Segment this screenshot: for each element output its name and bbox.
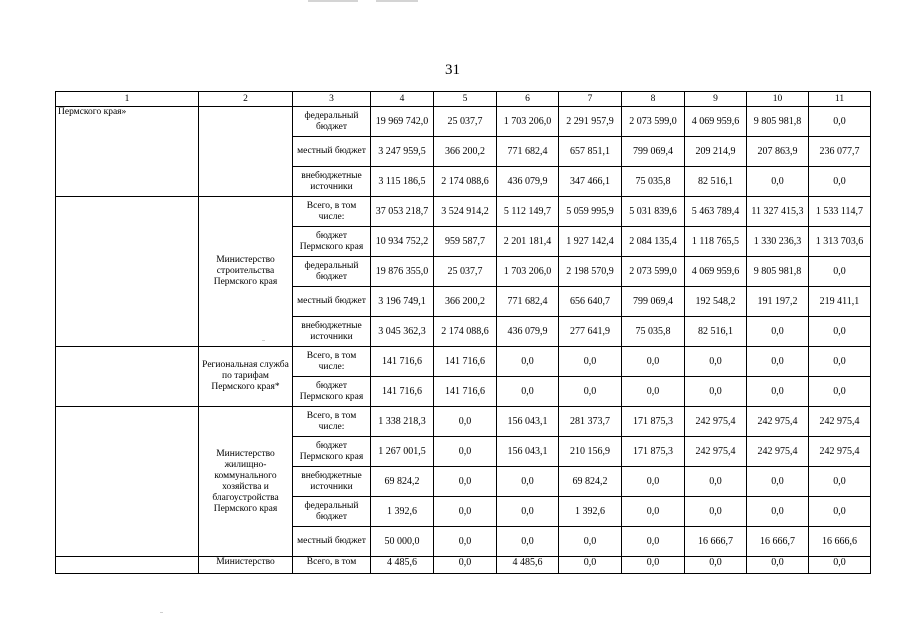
amount-cell: 366 200,2	[434, 137, 497, 167]
funding-source-cell: внебюджетные источники	[293, 167, 371, 197]
funding-source-cell: бюджет Пермского края	[293, 377, 371, 407]
amount-cell: 0,0	[434, 557, 497, 574]
amount-cell: 366 200,2	[434, 287, 497, 317]
amount-cell: 771 682,4	[497, 137, 559, 167]
program-name-cell	[56, 407, 199, 557]
amount-cell: 10 934 752,2	[371, 227, 434, 257]
amount-cell: 156 043,1	[497, 437, 559, 467]
amount-cell: 0,0	[747, 347, 809, 377]
amount-cell: 2 073 599,0	[622, 107, 685, 137]
amount-cell: 242 975,4	[747, 407, 809, 437]
amount-cell: 0,0	[434, 467, 497, 497]
amount-cell: 0,0	[809, 557, 871, 574]
column-header: 11	[809, 92, 871, 107]
amount-cell: 277 641,9	[559, 317, 622, 347]
amount-cell: 1 927 142,4	[559, 227, 622, 257]
amount-cell: 5 112 149,7	[497, 197, 559, 227]
funding-source-cell: федеральный бюджет	[293, 107, 371, 137]
scan-artifact	[308, 0, 358, 2]
amount-cell: 141 716,6	[371, 377, 434, 407]
amount-cell: 0,0	[809, 497, 871, 527]
amount-cell: 16 666,6	[809, 527, 871, 557]
column-header: 7	[559, 92, 622, 107]
amount-cell: 0,0	[685, 467, 747, 497]
amount-cell: 4 485,6	[371, 557, 434, 574]
scan-artifact	[376, 0, 418, 2]
amount-cell: 0,0	[622, 467, 685, 497]
amount-cell: 0,0	[809, 347, 871, 377]
amount-cell: 0,0	[497, 527, 559, 557]
executor-cell: Региональная служба по тарифам Пермского края*	[199, 347, 293, 407]
amount-cell: 0,0	[685, 497, 747, 527]
amount-cell: 25 037,7	[434, 107, 497, 137]
amount-cell: 69 824,2	[559, 467, 622, 497]
funding-source-cell: Всего, в том числе:	[293, 407, 371, 437]
amount-cell: 242 975,4	[747, 437, 809, 467]
column-header: 3	[293, 92, 371, 107]
column-header: 9	[685, 92, 747, 107]
amount-cell: 19 876 355,0	[371, 257, 434, 287]
amount-cell: 3 524 914,2	[434, 197, 497, 227]
amount-cell: 37 053 218,7	[371, 197, 434, 227]
column-header: 2	[199, 92, 293, 107]
amount-cell: 192 548,2	[685, 287, 747, 317]
amount-cell: 0,0	[622, 527, 685, 557]
amount-cell: 799 069,4	[622, 137, 685, 167]
amount-cell: 236 077,7	[809, 137, 871, 167]
page-number: 31	[445, 62, 460, 78]
amount-cell: 2 084 135,4	[622, 227, 685, 257]
column-header: 8	[622, 92, 685, 107]
amount-cell: 141 716,6	[434, 347, 497, 377]
amount-cell: 171 875,3	[622, 407, 685, 437]
amount-cell: 1 330 236,3	[747, 227, 809, 257]
amount-cell: 3 115 186,5	[371, 167, 434, 197]
amount-cell: 0,0	[747, 377, 809, 407]
amount-cell: 0,0	[809, 377, 871, 407]
funding-source-cell: Всего, в том числе:	[293, 197, 371, 227]
amount-cell: 0,0	[809, 167, 871, 197]
amount-cell: 0,0	[685, 557, 747, 574]
amount-cell: 5 059 995,9	[559, 197, 622, 227]
amount-cell: 207 863,9	[747, 137, 809, 167]
amount-cell: 9 805 981,8	[747, 107, 809, 137]
amount-cell: 436 079,9	[497, 167, 559, 197]
amount-cell: 141 716,6	[371, 347, 434, 377]
amount-cell: 5 031 839,6	[622, 197, 685, 227]
amount-cell: 3 196 749,1	[371, 287, 434, 317]
amount-cell: 436 079,9	[497, 317, 559, 347]
budget-table	[55, 91, 871, 574]
amount-cell: 19 969 742,0	[371, 107, 434, 137]
column-header: 4	[371, 92, 434, 107]
amount-cell: 0,0	[622, 557, 685, 574]
amount-cell: 141 716,6	[434, 377, 497, 407]
amount-cell: 25 037,7	[434, 257, 497, 287]
amount-cell: 0,0	[747, 317, 809, 347]
program-name-cell	[56, 347, 199, 407]
amount-cell: 0,0	[622, 377, 685, 407]
amount-cell: 0,0	[434, 527, 497, 557]
amount-cell: 281 373,7	[559, 407, 622, 437]
column-header: 1	[56, 92, 199, 107]
amount-cell: 3 045 362,3	[371, 317, 434, 347]
funding-source-cell: местный бюджет	[293, 287, 371, 317]
amount-cell: 242 975,4	[809, 437, 871, 467]
amount-cell: 347 466,1	[559, 167, 622, 197]
amount-cell: 959 587,7	[434, 227, 497, 257]
amount-cell: 657 851,1	[559, 137, 622, 167]
amount-cell: 1 703 206,0	[497, 107, 559, 137]
amount-cell: 0,0	[434, 437, 497, 467]
amount-cell: 0,0	[497, 347, 559, 377]
amount-cell: 0,0	[559, 527, 622, 557]
table-row	[56, 557, 871, 574]
executor-cell: Министерство строительства Пермского края	[199, 197, 293, 347]
table-row	[56, 197, 871, 227]
table-row	[56, 407, 871, 437]
amount-cell: 1 392,6	[371, 497, 434, 527]
amount-cell: 1 392,6	[559, 497, 622, 527]
amount-cell: 2 291 957,9	[559, 107, 622, 137]
amount-cell: 1 118 765,5	[685, 227, 747, 257]
amount-cell: 0,0	[622, 347, 685, 377]
amount-cell: 0,0	[685, 377, 747, 407]
amount-cell: 242 975,4	[685, 437, 747, 467]
amount-cell: 771 682,4	[497, 287, 559, 317]
amount-cell: 242 975,4	[685, 407, 747, 437]
amount-cell: 9 805 981,8	[747, 257, 809, 287]
amount-cell: 1 267 001,5	[371, 437, 434, 467]
amount-cell: 69 824,2	[371, 467, 434, 497]
amount-cell: 0,0	[747, 467, 809, 497]
amount-cell: 0,0	[497, 377, 559, 407]
amount-cell: 0,0	[434, 497, 497, 527]
table-header-row	[56, 92, 871, 107]
amount-cell: 210 156,9	[559, 437, 622, 467]
amount-cell: 1 338 218,3	[371, 407, 434, 437]
amount-cell: 219 411,1	[809, 287, 871, 317]
funding-source-cell: местный бюджет	[293, 137, 371, 167]
amount-cell: 191 197,2	[747, 287, 809, 317]
table-row	[56, 347, 871, 377]
amount-cell: 16 666,7	[685, 527, 747, 557]
executor-cell	[199, 107, 293, 197]
amount-cell: 11 327 415,3	[747, 197, 809, 227]
amount-cell: 0,0	[497, 467, 559, 497]
amount-cell: 50 000,0	[371, 527, 434, 557]
amount-cell: 0,0	[809, 257, 871, 287]
amount-cell: 2 073 599,0	[622, 257, 685, 287]
amount-cell: 0,0	[559, 347, 622, 377]
executor-cell: Министерство жилищно-коммунального хозяйства и благоустройства Пермского края	[199, 407, 293, 557]
table-row	[56, 107, 871, 137]
amount-cell: 3 247 959,5	[371, 137, 434, 167]
amount-cell: 1 313 703,6	[809, 227, 871, 257]
funding-source-cell: Всего, в том	[293, 557, 371, 574]
amount-cell: 1 533 114,7	[809, 197, 871, 227]
column-header: 6	[497, 92, 559, 107]
funding-source-cell: федеральный бюджет	[293, 497, 371, 527]
amount-cell: 209 214,9	[685, 137, 747, 167]
amount-cell: 82 516,1	[685, 167, 747, 197]
amount-cell: 4 069 959,6	[685, 107, 747, 137]
amount-cell: 0,0	[809, 107, 871, 137]
amount-cell: 2 174 088,6	[434, 167, 497, 197]
program-name-cell: Пермского края»	[56, 107, 199, 197]
column-header: 5	[434, 92, 497, 107]
funding-source-cell: внебюджетные источники	[293, 317, 371, 347]
amount-cell: 0,0	[747, 167, 809, 197]
amount-cell: 0,0	[809, 317, 871, 347]
amount-cell: 2 201 181,4	[497, 227, 559, 257]
amount-cell: 156 043,1	[497, 407, 559, 437]
funding-source-cell: бюджет Пермского края	[293, 227, 371, 257]
amount-cell: 799 069,4	[622, 287, 685, 317]
amount-cell: 171 875,3	[622, 437, 685, 467]
scan-artifact	[160, 612, 163, 613]
amount-cell: 16 666,7	[747, 527, 809, 557]
column-header: 10	[747, 92, 809, 107]
amount-cell: 1 703 206,0	[497, 257, 559, 287]
amount-cell: 82 516,1	[685, 317, 747, 347]
amount-cell: 0,0	[747, 557, 809, 574]
amount-cell: 0,0	[559, 557, 622, 574]
amount-cell: 4 485,6	[497, 557, 559, 574]
amount-cell: 4 069 959,6	[685, 257, 747, 287]
executor-cell: Министерство	[199, 557, 293, 574]
amount-cell: 0,0	[685, 347, 747, 377]
funding-source-cell: местный бюджет	[293, 527, 371, 557]
amount-cell: 0,0	[559, 377, 622, 407]
amount-cell: 2 198 570,9	[559, 257, 622, 287]
funding-source-cell: Всего, в том числе:	[293, 347, 371, 377]
funding-source-cell: федеральный бюджет	[293, 257, 371, 287]
program-name-cell	[56, 557, 199, 574]
amount-cell: 5 463 789,4	[685, 197, 747, 227]
amount-cell: 0,0	[809, 467, 871, 497]
amount-cell: 2 174 088,6	[434, 317, 497, 347]
funding-source-cell: внебюджетные источники	[293, 467, 371, 497]
funding-source-cell: бюджет Пермского края	[293, 437, 371, 467]
amount-cell: 0,0	[497, 497, 559, 527]
program-name-cell	[56, 197, 199, 347]
amount-cell: 75 035,8	[622, 167, 685, 197]
amount-cell: 0,0	[622, 497, 685, 527]
amount-cell: 0,0	[434, 407, 497, 437]
amount-cell: 75 035,8	[622, 317, 685, 347]
amount-cell: 242 975,4	[809, 407, 871, 437]
amount-cell: 0,0	[747, 497, 809, 527]
amount-cell: 656 640,7	[559, 287, 622, 317]
